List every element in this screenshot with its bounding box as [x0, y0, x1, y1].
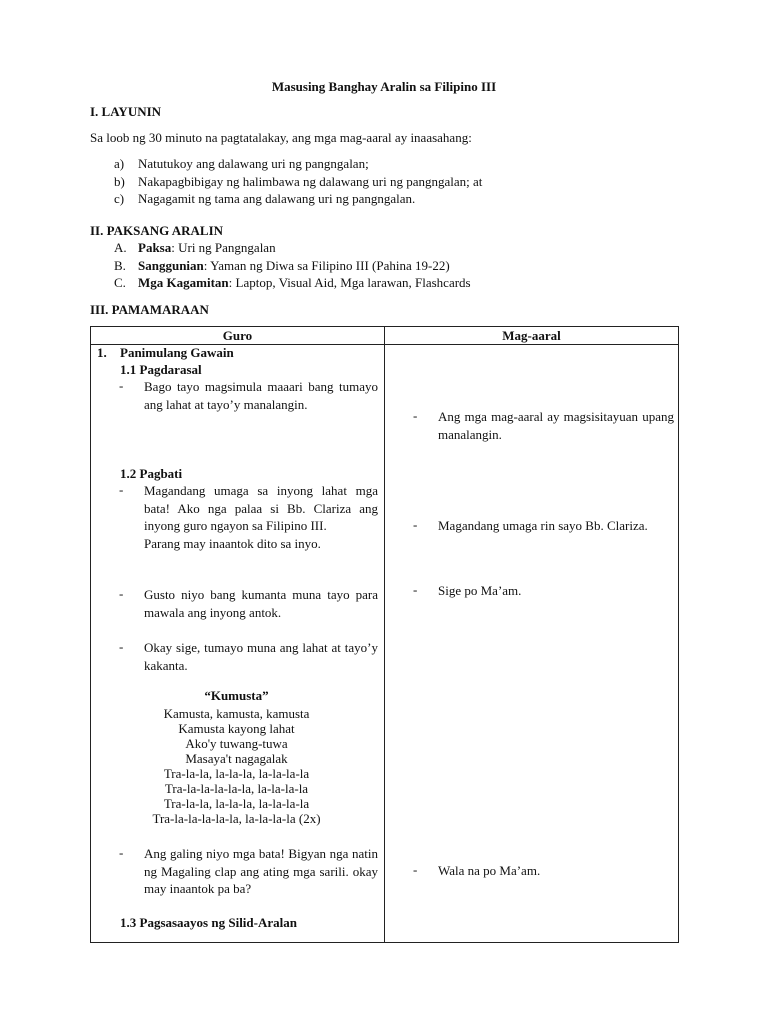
song-kumusta [91, 688, 382, 826]
section-heading-layunin: I. LAYUNIN [90, 104, 162, 119]
student-line [413, 408, 674, 443]
subheading-pagdarasal: 1.1 Pagdarasal [120, 362, 202, 377]
topic-value: : Laptop, Visual Aid, Mga larawan, Flashcards [228, 275, 471, 290]
dash-bullet: - [119, 586, 124, 601]
teacher-line [119, 845, 378, 898]
objective-item [114, 191, 415, 207]
song-line: Ako'y tuwang-tuwa [185, 736, 288, 751]
student-text: Ang mga mag-aaral ay magsisitayuan upang manalangin. [438, 409, 674, 442]
teacher-line [119, 378, 378, 413]
teacher-text: Gusto niyo bang kumanta muna tayo para mawala ang inyong antok. [144, 587, 378, 620]
subheading-pagsasaayos: 1.3 Pagsasaayos ng Silid-Aralan [120, 915, 297, 930]
document-title: Masusing Banghay Aralin sa Filipino III [271, 79, 497, 94]
column-header-guro: Guro [91, 327, 385, 345]
teacher-text: Parang may inaantok dito sa inyo. [144, 535, 321, 551]
dash-bullet: - [413, 408, 418, 423]
objective-text: Nakapagbibigay ng halimbawa ng dalawang uri ng pangngalan; at [138, 174, 483, 189]
objective-text: Natutukoy ang dalawang uri ng pangngalan; [138, 156, 369, 171]
objective-marker: c) [114, 191, 125, 206]
procedure-table [90, 326, 679, 943]
teacher-line [119, 639, 378, 674]
teacher-text: Okay sige, tumayo muna ang lahat at tayo’y kakanta. [144, 640, 378, 673]
song-line: Tra-la-la-la-la-la, la-la-la-la [164, 781, 309, 796]
subheading-pagbati: 1.2 Pagbati [120, 466, 183, 481]
dash-bullet: - [119, 639, 124, 654]
dash-bullet: - [119, 845, 124, 860]
song-line: Tra-la-la, la-la-la, la-la-la-la [163, 766, 310, 781]
topic-marker: C. [114, 275, 126, 290]
objective-item [114, 174, 482, 190]
song-line: Kamusta kayong lahat [178, 721, 295, 736]
objective-text: Nagagamit ng tama ang dalawang uri ng pangngalan. [138, 191, 416, 206]
teacher-text: Ang galing niyo mga bata! Bigyan nga natin ng Magaling clap ang ating mga sarili. okay may inaantok pa ba? [144, 846, 378, 896]
song-line: Kamusta, kamusta, kamusta [163, 706, 310, 721]
song-line: Tra-la-la-la-la-la, la-la-la-la (2x) [152, 811, 321, 826]
student-line [413, 517, 674, 535]
student-line [413, 582, 674, 600]
dash-bullet: - [119, 482, 124, 497]
topic-marker: B. [114, 258, 126, 273]
student-line [413, 862, 674, 880]
topic-label: Paksa [138, 240, 172, 255]
student-text: Magandang umaga rin sayo Bb. Clariza. [438, 518, 648, 533]
section-heading-paksang-aralin: II. PAKSANG ARALIN [90, 223, 224, 238]
topic-item [114, 258, 450, 274]
student-text: Sige po Ma’am. [438, 583, 522, 598]
teacher-line [119, 482, 378, 552]
topic-item [114, 240, 276, 256]
dash-bullet: - [413, 582, 418, 597]
topic-value: : Yaman ng Diwa sa Filipino III (Pahina 19-22) [203, 258, 450, 273]
song-title: “Kumusta” [204, 688, 269, 703]
student-text: Wala na po Ma’am. [438, 863, 541, 878]
topic-item [114, 275, 471, 291]
dash-bullet: - [413, 862, 418, 877]
objectives-intro: Sa loob ng 30 minuto na pagtatalakay, ang mga mag-aaral ay inaasahang: [90, 130, 472, 145]
topic-label: Mga Kagamitan [138, 275, 229, 290]
teacher-cell [91, 345, 385, 943]
song-line: Masaya't nagagalak [185, 751, 288, 766]
column-header-mag-aaral: Mag-aaral [385, 327, 679, 345]
dash-bullet: - [413, 517, 418, 532]
song-line: Tra-la-la, la-la-la, la-la-la-la [163, 796, 310, 811]
topic-value: : Uri ng Pangngalan [171, 240, 276, 255]
topic-label: Sanggunian [138, 258, 204, 273]
section-heading-pamamaraan: III. PAMAMARAAN [90, 302, 209, 317]
objective-marker: b) [114, 174, 125, 189]
dash-bullet: - [119, 378, 124, 393]
teacher-text: Magandang umaga sa inyong lahat mga bata! Ako nga palaa si Bb. Clariza ang inyong guro ngayon sa Filipino III. [144, 483, 378, 533]
teacher-text: Bago tayo magsimula maaari bang tumayo ang lahat at tayo’y manalangin. [144, 379, 378, 412]
student-cell [385, 345, 679, 943]
part-title: Panimulang Gawain [120, 345, 234, 360]
objective-item [114, 156, 369, 172]
objective-marker: a) [114, 156, 125, 171]
part-marker: 1. [97, 345, 107, 360]
teacher-line [119, 586, 378, 621]
topic-marker: A. [114, 240, 127, 255]
